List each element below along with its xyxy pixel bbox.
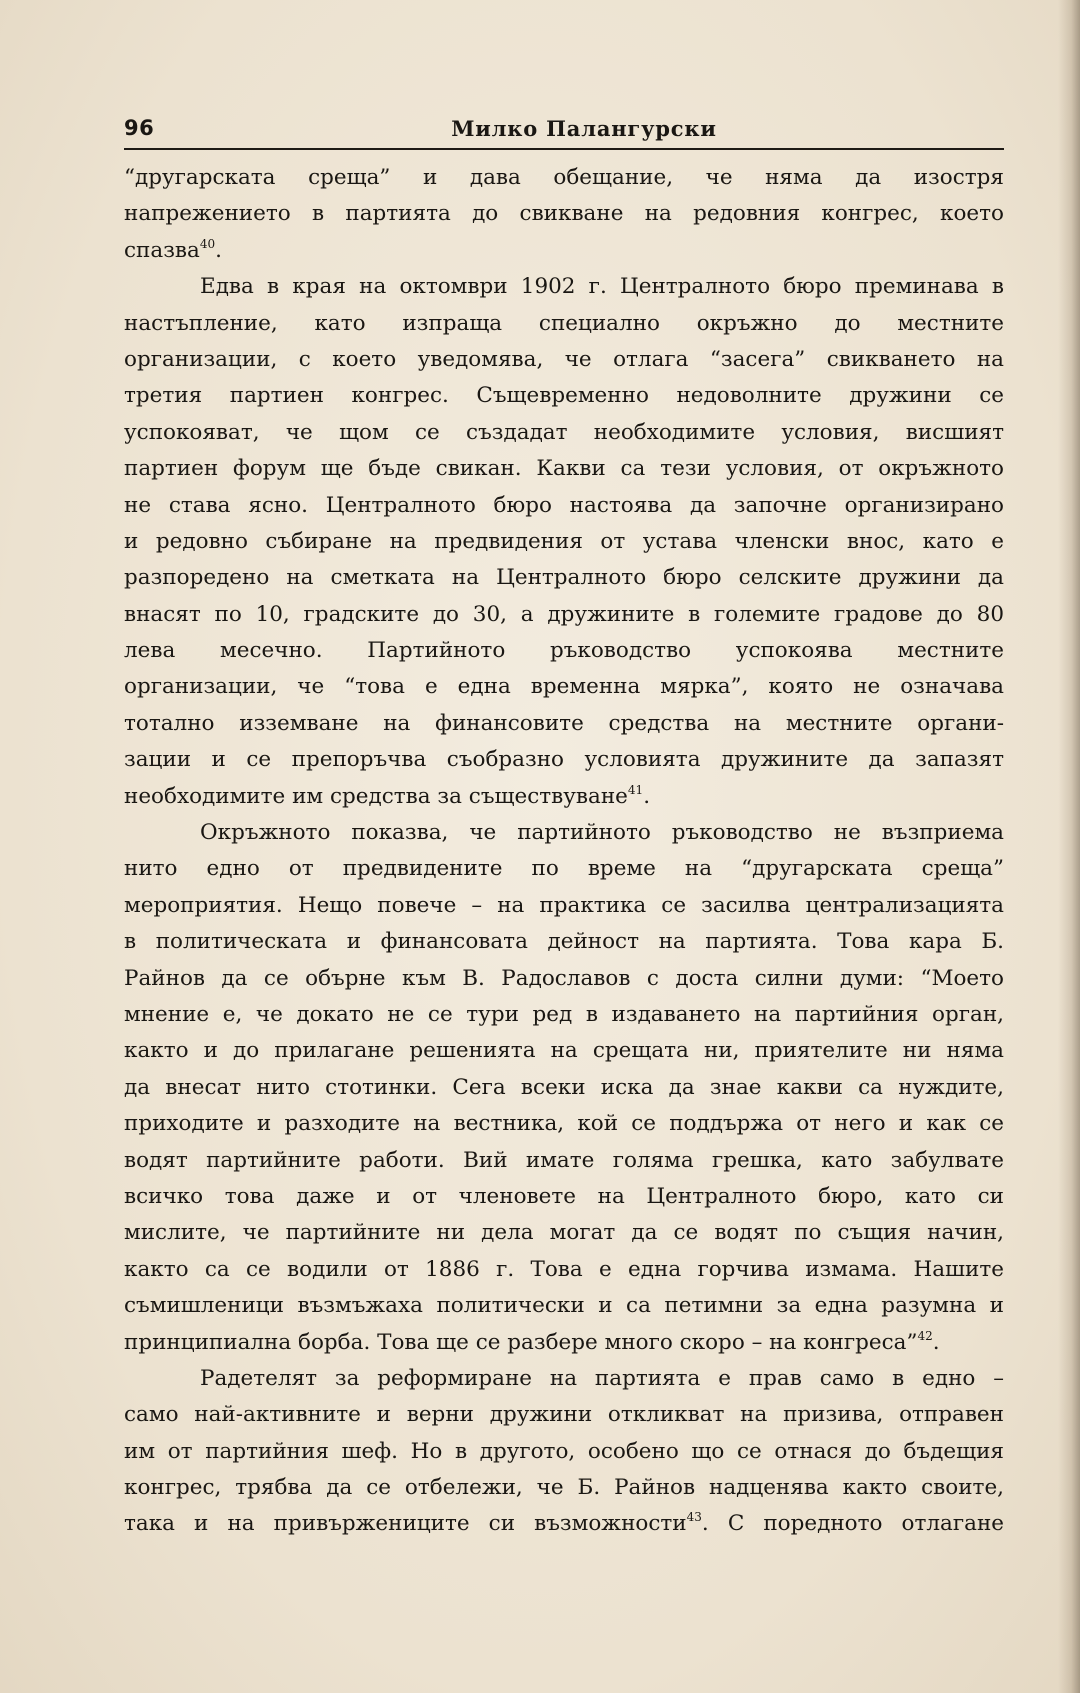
text-line: всичко това даже и от членовете на Централното бюро, като си xyxy=(124,1183,1004,1209)
paragraph xyxy=(124,1361,1004,1543)
text-line: конгрес, трябва да се отбележи, че Б. Райнов надценява както своите, xyxy=(124,1475,1004,1501)
footnote-ref: 43 xyxy=(686,1510,702,1525)
line-text: спазва xyxy=(124,237,200,263)
text-line: им от партийния шеф. Но в другото, особено що се отнася до бъдещия xyxy=(124,1438,1004,1464)
text-line: съмишленици възмъжаха политически и са петимни за една разумна и xyxy=(124,1293,1004,1319)
text-line: организации, с което уведомява, че отлага “засега” свикването на xyxy=(124,346,1004,372)
text-line: Едва в края на октомври 1902 г. Централното бюро преминава в xyxy=(200,274,1004,300)
page-number: 96 xyxy=(124,116,155,140)
text-line: мнение е, че докато не се тури ред в издаването на партийния орган, xyxy=(124,1001,1004,1027)
text-line: приходите и разходите на вестника, кой се поддържа от него и как се xyxy=(124,1111,1004,1137)
text-line: зации и се препоръчва съобразно условията дружините да запазят xyxy=(124,747,1004,773)
running-head-author: Милко Палангурски xyxy=(451,116,717,141)
line-text: необходимите им средства за съществуване xyxy=(124,783,628,809)
text-line: мислите, че партийните ни дела могат да се водят по същия начин, xyxy=(124,1220,1004,1246)
text-line: внасят по 10, градските до 30, а дружините в големите градове до 80 xyxy=(124,601,1004,627)
text-line: напрежението в партията до свикване на редовния конгрес, което xyxy=(124,201,1004,227)
footnote-ref: 41 xyxy=(627,782,644,797)
line-tail: . xyxy=(643,783,651,809)
text-line: нито едно от предвидените по време на “другарската среща” xyxy=(124,856,1004,882)
page-header xyxy=(124,112,1004,150)
paragraph xyxy=(124,815,1004,1361)
text-line: тотално иззeмване на финансовите средства на местните органи- xyxy=(124,710,1004,736)
text-line: не става ясно. Централното бюро настоява да започне организирано xyxy=(124,492,1004,518)
line-text: така и на привържениците си възможности xyxy=(124,1511,687,1537)
footnote-ref: 42 xyxy=(917,1328,933,1343)
text-line: мероприятия. Нещо повече – на практика се засилва централизацията xyxy=(124,892,1004,918)
line-text: принципиална борба. Това ще се разбере много скоро – на конгреса” xyxy=(124,1329,918,1355)
text-line: в политическата и финансовата дейност на партията. Това кара Б. xyxy=(124,929,1004,955)
text-line: разпоредено на сметката на Централното бюро селските дружини да xyxy=(124,565,1004,591)
text-line xyxy=(124,779,1004,815)
text-line xyxy=(124,1325,1004,1361)
text-line: както и до прилагане решенията на срещата ни, приятелите ни няма xyxy=(124,1038,1004,1064)
text-line: само най-активните и верни дружини откликват на призива, отправен xyxy=(124,1402,1004,1428)
footnote-ref: 40 xyxy=(199,236,216,251)
line-tail: . С поредното отлагане xyxy=(701,1511,1004,1537)
text-line: да внесат нито стотинки. Сега всеки иска да знае какви са нуждите, xyxy=(124,1074,1004,1100)
body-text xyxy=(124,160,1004,1543)
text-line: третия партиен конгрес. Същевременно недоволните дружини се xyxy=(124,383,1004,409)
text-line: Окръжното показва, че партийното ръководство не възприема xyxy=(200,820,1004,846)
text-line: Радетелят за реформиране на партията е прав само в едно – xyxy=(200,1365,1004,1391)
line-tail: . xyxy=(932,1329,940,1355)
text-line xyxy=(124,233,1004,269)
paragraph xyxy=(124,269,1004,815)
text-line: водят партийните работи. Вий имате голяма грешка, като забулвате xyxy=(124,1147,1004,1173)
text-line: организации, че “това е една временна мярка”, която не означава xyxy=(124,674,1004,700)
text-line: и редовно събиране на предвидения от устава членски внос, като е xyxy=(124,528,1004,554)
text-line: партиен форум ще бъде свикан. Какви са тези условия, от окръжното xyxy=(124,456,1004,482)
paragraph xyxy=(124,160,1004,269)
text-line: “другарската среща” и дава обещание, че няма да изостря xyxy=(124,165,1004,190)
line-tail: . xyxy=(215,237,222,263)
text-line xyxy=(124,1506,1004,1542)
text-line: успокояват, че щом се създадат необходимите условия, висшият xyxy=(124,419,1004,445)
page-edge-shadow xyxy=(1058,0,1080,1693)
text-line: лева месечно. Партийното ръководство успокоява местните xyxy=(124,638,1004,664)
text-line: настъпление, като изпраща специално окръжно до местните xyxy=(124,310,1004,336)
text-line: Райнов да се обърне към В. Радославов с доста силни думи: “Моето xyxy=(124,965,1004,991)
text-line: както са се водили от 1886 г. Това е една горчива измама. Нашите xyxy=(124,1256,1004,1282)
